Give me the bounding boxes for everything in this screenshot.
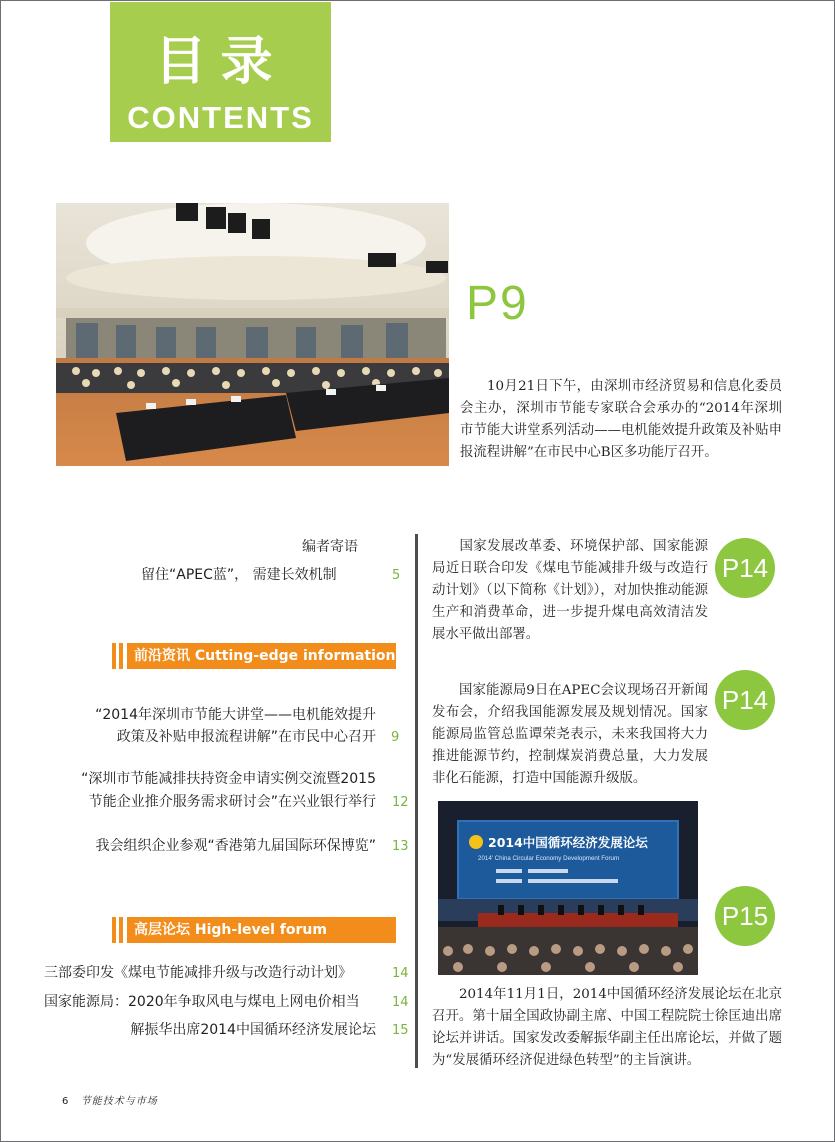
contents-title-en: CONTENTS <box>127 100 314 135</box>
toc-item-line[interactable]: 国家能源局：2020年争取风电与煤电上网电价相当 <box>44 994 360 1010</box>
column-divider <box>415 534 418 1068</box>
forum-photo <box>438 801 698 975</box>
right-item-text: 国家发展改革委、环境保护部、国家能源局近日联合印发《煤电节能减排升级与改造行动计划》（以下简称《计划》），对加快推动能源生产和消费革命，进一步提升煤电高效清洁发展水平做出部署。 <box>432 539 708 642</box>
page-badge-p15: P15 <box>715 886 775 946</box>
section-label: 高层论坛 High-level forum <box>134 922 327 938</box>
toc-item-page: 15 <box>392 1023 409 1038</box>
toc-item-line[interactable]: 解振华出席2014中国循环经济发展论坛 <box>130 1022 376 1038</box>
right-item-text: 2014年11月1日，2014中国循环经济发展论坛在北京召开。第十届全国政协副主席、中国工程院院士徐匡迪出席论坛并讲话。国家发改委解振华副主任出席论坛，并做了题为“发展循环经济促进绿色转型”的主旨演讲。 <box>432 987 782 1068</box>
toc-item-page: 14 <box>392 966 409 981</box>
footer-publication: 节能技术与市场 <box>80 1096 158 1107</box>
forum-banner-subtitle: 2014' China Circular Economy Development Forum <box>478 855 620 862</box>
toc-item-line[interactable]: 节能企业推介服务需求研讨会”在兴业银行举行 <box>88 794 376 810</box>
feature-summary-text: 10月21日下午，由深圳市经济贸易和信息化委员会主办，深圳市节能专家联合会承办的“2014年深圳市节能大讲堂系列活动——电机能效提升政策及补贴申报流程讲解”在市民中心B区多功能厅召开。 <box>460 379 782 460</box>
editor-item[interactable]: 留住“APEC蓝”， 需建长效机制 <box>141 567 337 583</box>
feature-page-label: P9 <box>466 277 529 330</box>
toc-item-page: 14 <box>392 995 409 1010</box>
page-badge-p14: P14 <box>715 670 775 730</box>
conference-hall-photo <box>56 203 449 466</box>
right-item-p15-text <box>432 984 782 1072</box>
page-footer <box>62 1092 158 1107</box>
toc-item-line[interactable]: 我会组织企业参观“香港第九届国际环保博览” <box>95 838 376 854</box>
right-item-p14a-text-top <box>432 536 708 646</box>
section-bar-cutting-edge <box>112 643 396 669</box>
toc-item-line[interactable]: “深圳市节能减排扶持资金申请实例交流暨2015 <box>81 771 376 787</box>
section-label: 前沿资讯 Cutting-edge information <box>134 648 396 664</box>
contents-title-cn: 目录 <box>154 32 287 92</box>
toc-item-line[interactable]: “2014年深圳市节能大讲堂——电机能效提升 <box>95 707 376 723</box>
toc-item-page: 12 <box>392 795 409 810</box>
editor-heading: 编者寄语 <box>302 539 358 555</box>
toc-item-line[interactable]: 政策及补贴申报流程讲解”在市民中心召开 <box>116 729 376 745</box>
forum-banner-title: 2014中国循环经济发展论坛 <box>488 835 648 850</box>
feature-summary <box>460 376 782 464</box>
contents-title-block <box>110 2 331 142</box>
section-bar-high-level-forum <box>112 917 396 943</box>
page-badge-p14: P14 <box>715 538 775 598</box>
right-item-p14b-text <box>432 680 708 790</box>
editor-item-page: 5 <box>392 568 401 583</box>
footer-page-number: 6 <box>62 1096 69 1107</box>
toc-item-line[interactable]: 三部委印发《煤电节能减排升级与改造行动计划》 <box>44 965 352 981</box>
toc-item-page: 13 <box>392 839 409 854</box>
right-item-text: 国家能源局9日在APEC会议现场召开新闻发布会，介绍我国能源发展及规划情况。国家能源局监管总监谭荣尧表示，未来我国将大力推进能源节约，控制煤炭消费总量，大力发展非化石能源，打造中国能源升级版。 <box>432 683 708 786</box>
toc-item-page: 9 <box>391 730 400 745</box>
